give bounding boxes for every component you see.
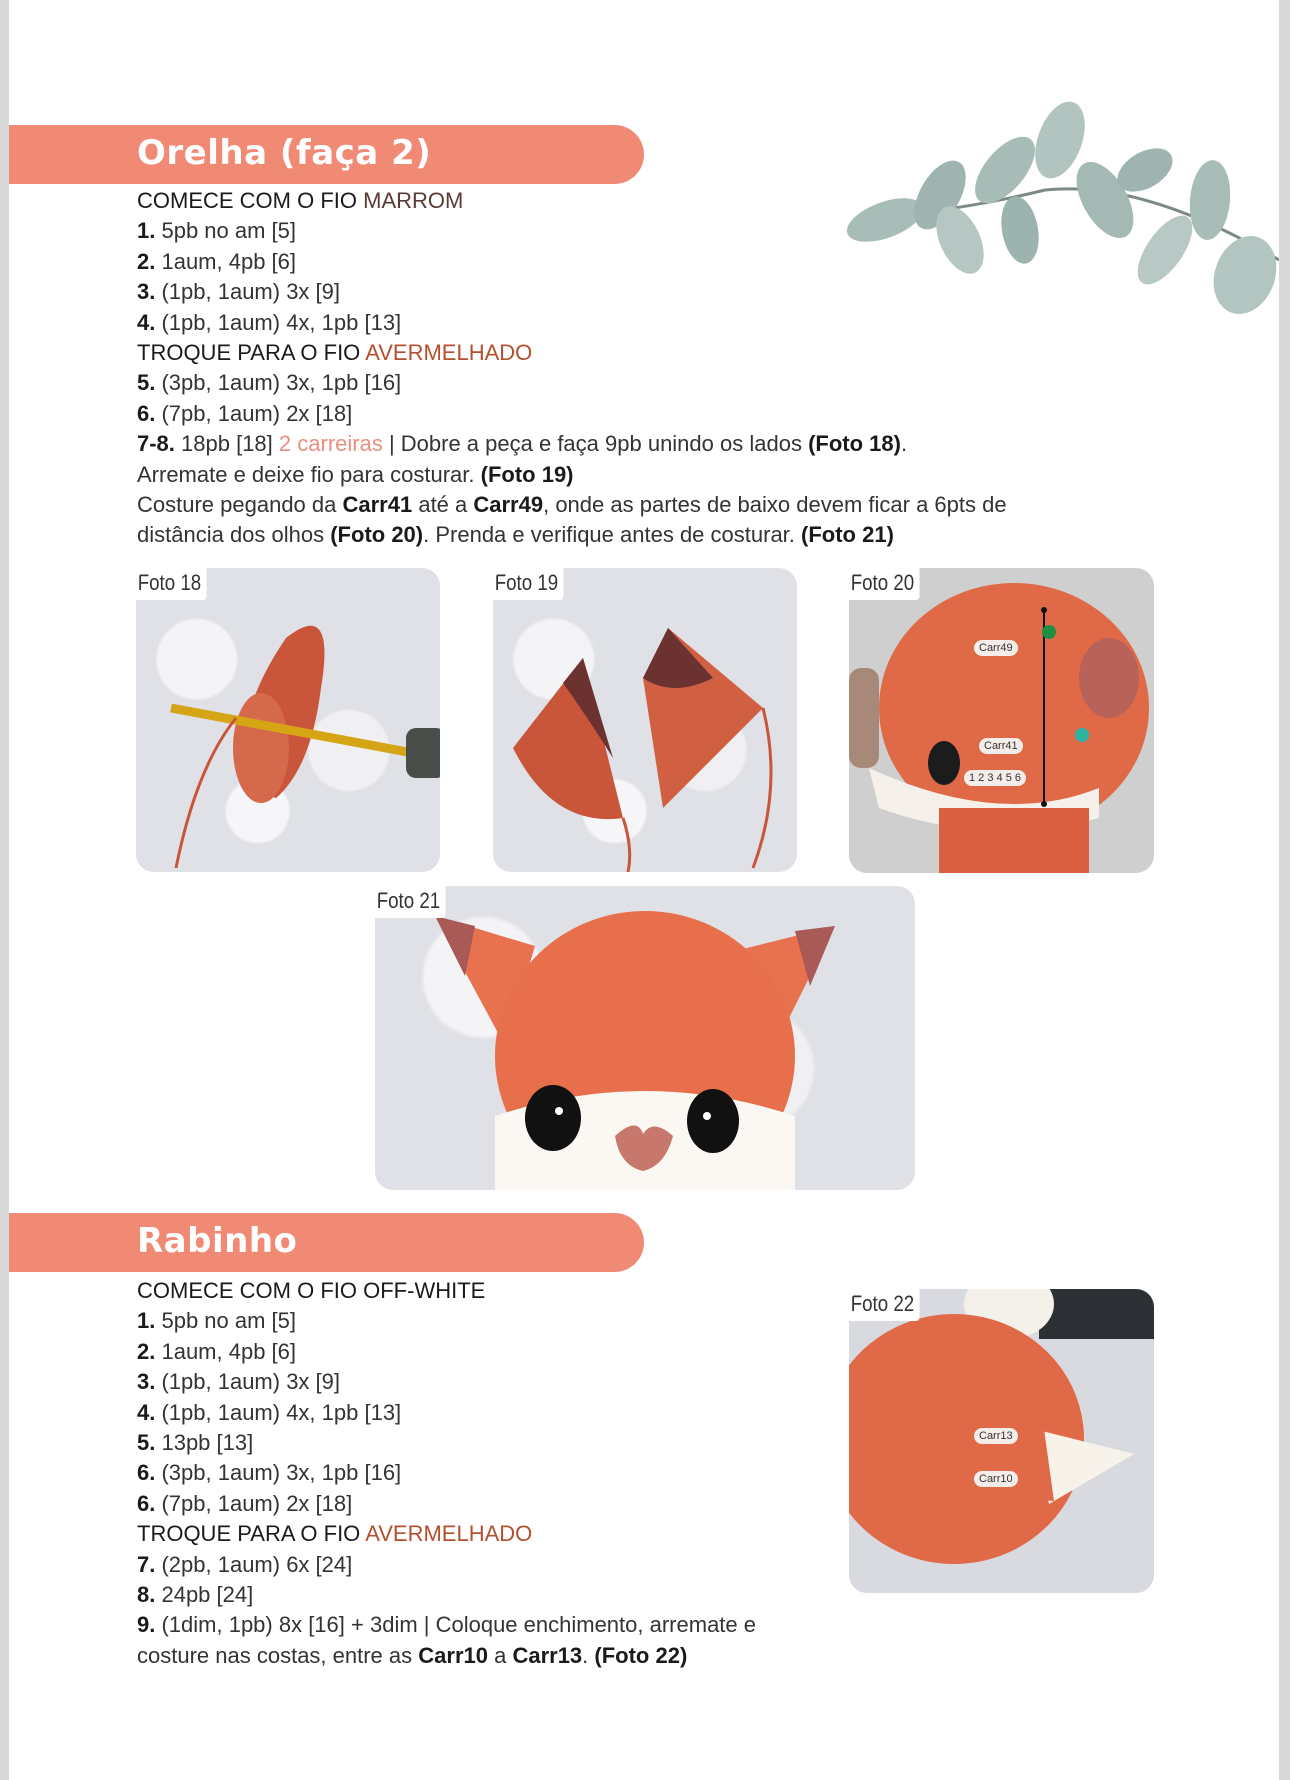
round-ref: Carr49	[473, 491, 544, 517]
sew-line-2	[137, 520, 1007, 550]
photo-label: Foto 22	[849, 1289, 919, 1321]
tag-stitch-count: 1 2 3 4 5 6	[964, 770, 1026, 786]
row-number: 5.	[137, 370, 156, 396]
yarn-color-avermelhado: AVERMELHADO	[365, 1521, 533, 1547]
finish-line	[137, 460, 1007, 490]
fox-head-image	[375, 886, 915, 1190]
photo-ref: (Foto 19)	[480, 461, 574, 487]
row-text: (1pb, 1aum) 4x, 1pb [13]	[155, 309, 402, 335]
round-ref: Carr13	[512, 1642, 583, 1668]
row-3	[137, 1367, 756, 1397]
row-3	[137, 277, 1007, 307]
round-ref: Carr41	[342, 491, 413, 517]
start-prefix: COMECE COM O FIO	[137, 1278, 364, 1303]
photo-ref: (Foto 21)	[801, 522, 894, 548]
orelha-instructions	[137, 186, 1007, 551]
row-number: 2.	[137, 1338, 156, 1364]
row-text: 24pb [24]	[155, 1581, 254, 1607]
row-number: 6.	[137, 1490, 156, 1516]
tag-carr41: Carr41	[979, 738, 1023, 754]
row-number: 9.	[137, 1612, 156, 1638]
row-text: .	[582, 1642, 595, 1668]
row-number: 8.	[137, 1581, 156, 1607]
row-number: 1.	[137, 1308, 156, 1334]
rabinho-instructions	[137, 1276, 756, 1671]
row-text: (1pb, 1aum) 3x [9]	[155, 1369, 341, 1395]
tag-carr13: Carr13	[974, 1428, 1018, 1444]
row-number: 4.	[137, 309, 156, 335]
row-5	[137, 1428, 756, 1458]
section-title: Rabinho	[137, 1221, 298, 1261]
rounds-highlight: 2 carreiras	[278, 431, 383, 457]
row-1	[137, 216, 1007, 246]
row-text: (1pb, 1aum) 3x [9]	[155, 279, 341, 305]
row-number: 4.	[137, 1399, 156, 1425]
row-text: 13pb [13]	[155, 1429, 254, 1455]
row-number: 3.	[137, 279, 156, 305]
sew-text: . Prenda e verifique antes de costurar.	[423, 522, 802, 548]
row-number: 7-8.	[137, 431, 175, 457]
photo-20	[849, 568, 1154, 873]
row-7-8	[137, 429, 1007, 459]
sew-line-1	[137, 490, 1007, 520]
switch-color-line	[137, 1519, 756, 1549]
row-number: 3.	[137, 1369, 156, 1395]
pattern-page	[9, 0, 1279, 1780]
sew-text: Costure pegando da	[137, 491, 343, 517]
row-2	[137, 247, 1007, 277]
photo-label: Foto 18	[136, 568, 206, 600]
photo-22	[849, 1289, 1154, 1593]
row-5	[137, 368, 1007, 398]
tag-carr10: Carr10	[974, 1471, 1018, 1487]
yarn-color-off-white: OFF-WHITE	[363, 1278, 486, 1303]
row-text: (1pb, 1aum) 4x, 1pb [13]	[155, 1399, 402, 1425]
row-text: 5pb no am [5]	[155, 218, 297, 244]
photo-ref: (Foto 20)	[330, 522, 424, 548]
switch-prefix: TROQUE PARA O FIO	[137, 1521, 366, 1547]
photo-ref: (Foto 18)	[808, 431, 901, 457]
row-number: 6.	[137, 1460, 156, 1486]
row-number: 2.	[137, 248, 156, 274]
row-number: 6.	[137, 400, 156, 426]
row-number: 5.	[137, 1429, 156, 1455]
row-text: 1aum, 4pb [6]	[155, 1338, 297, 1364]
photo-label: Foto 20	[849, 568, 919, 600]
row-6	[137, 399, 1007, 429]
row-text: (1dim, 1pb) 8x [16] + 3dim | Coloque enchimento, arremate e	[155, 1612, 756, 1638]
row-text: (7pb, 1aum) 2x [18]	[155, 1490, 353, 1516]
row-7	[137, 1550, 756, 1580]
photo-label: Foto 21	[375, 886, 445, 918]
row-number: 7.	[137, 1551, 156, 1577]
row-1	[137, 1306, 756, 1336]
yarn-color-avermelhado: AVERMELHADO	[365, 339, 533, 365]
photo-ref: (Foto 22)	[594, 1642, 688, 1668]
row-9	[137, 1610, 756, 1640]
sew-text: distância dos olhos	[137, 522, 331, 548]
section-banner-rabinho	[9, 1213, 644, 1272]
row-number: 1.	[137, 218, 156, 244]
row-9-cont	[137, 1641, 756, 1671]
start-prefix: COMECE COM O FIO	[137, 188, 364, 213]
row-4	[137, 308, 1007, 338]
photo-label: Foto 19	[493, 568, 563, 600]
row-6a	[137, 1458, 756, 1488]
ear-fold-with-hook-image	[136, 568, 440, 872]
row-text: costure nas costas, entre as	[137, 1642, 419, 1668]
tag-carr49: Carr49	[974, 640, 1018, 656]
row-6b	[137, 1489, 756, 1519]
row-text: (2pb, 1aum) 6x [24]	[155, 1551, 353, 1577]
sew-text: até a	[412, 491, 474, 517]
row-text: (3pb, 1aum) 3x, 1pb [16]	[155, 370, 402, 396]
photo-19	[493, 568, 797, 872]
photo-18	[136, 568, 440, 872]
two-ears-image	[493, 568, 797, 872]
row-2	[137, 1337, 756, 1367]
punctuation: .	[900, 431, 908, 457]
start-color-line	[137, 186, 1007, 216]
row-text: 5pb no am [5]	[155, 1308, 297, 1334]
section-title: Orelha (faça 2)	[137, 133, 432, 173]
row-text: (7pb, 1aum) 2x [18]	[155, 400, 353, 426]
row-text: a	[487, 1642, 513, 1668]
head-side-image	[849, 568, 1154, 873]
round-ref: Carr10	[418, 1642, 488, 1668]
row-text: 18pb [18]	[174, 431, 279, 457]
row-4	[137, 1398, 756, 1428]
switch-prefix: TROQUE PARA O FIO	[137, 339, 366, 365]
sew-text: , onde as partes de baixo devem ficar a 6pts de	[543, 491, 1007, 517]
yarn-color-marrom: MARROM	[363, 188, 464, 213]
switch-color-line	[137, 338, 1007, 368]
row-text: 1aum, 4pb [6]	[155, 248, 297, 274]
row-8	[137, 1580, 756, 1610]
finish-text: Arremate e deixe fio para costurar.	[137, 461, 481, 487]
start-color-line	[137, 1276, 756, 1306]
section-banner-orelha	[9, 125, 644, 184]
row-text: (3pb, 1aum) 3x, 1pb [16]	[155, 1460, 402, 1486]
photo-21	[375, 886, 915, 1190]
row-text: | Dobre a peça e faça 9pb unindo os lados	[382, 431, 809, 457]
